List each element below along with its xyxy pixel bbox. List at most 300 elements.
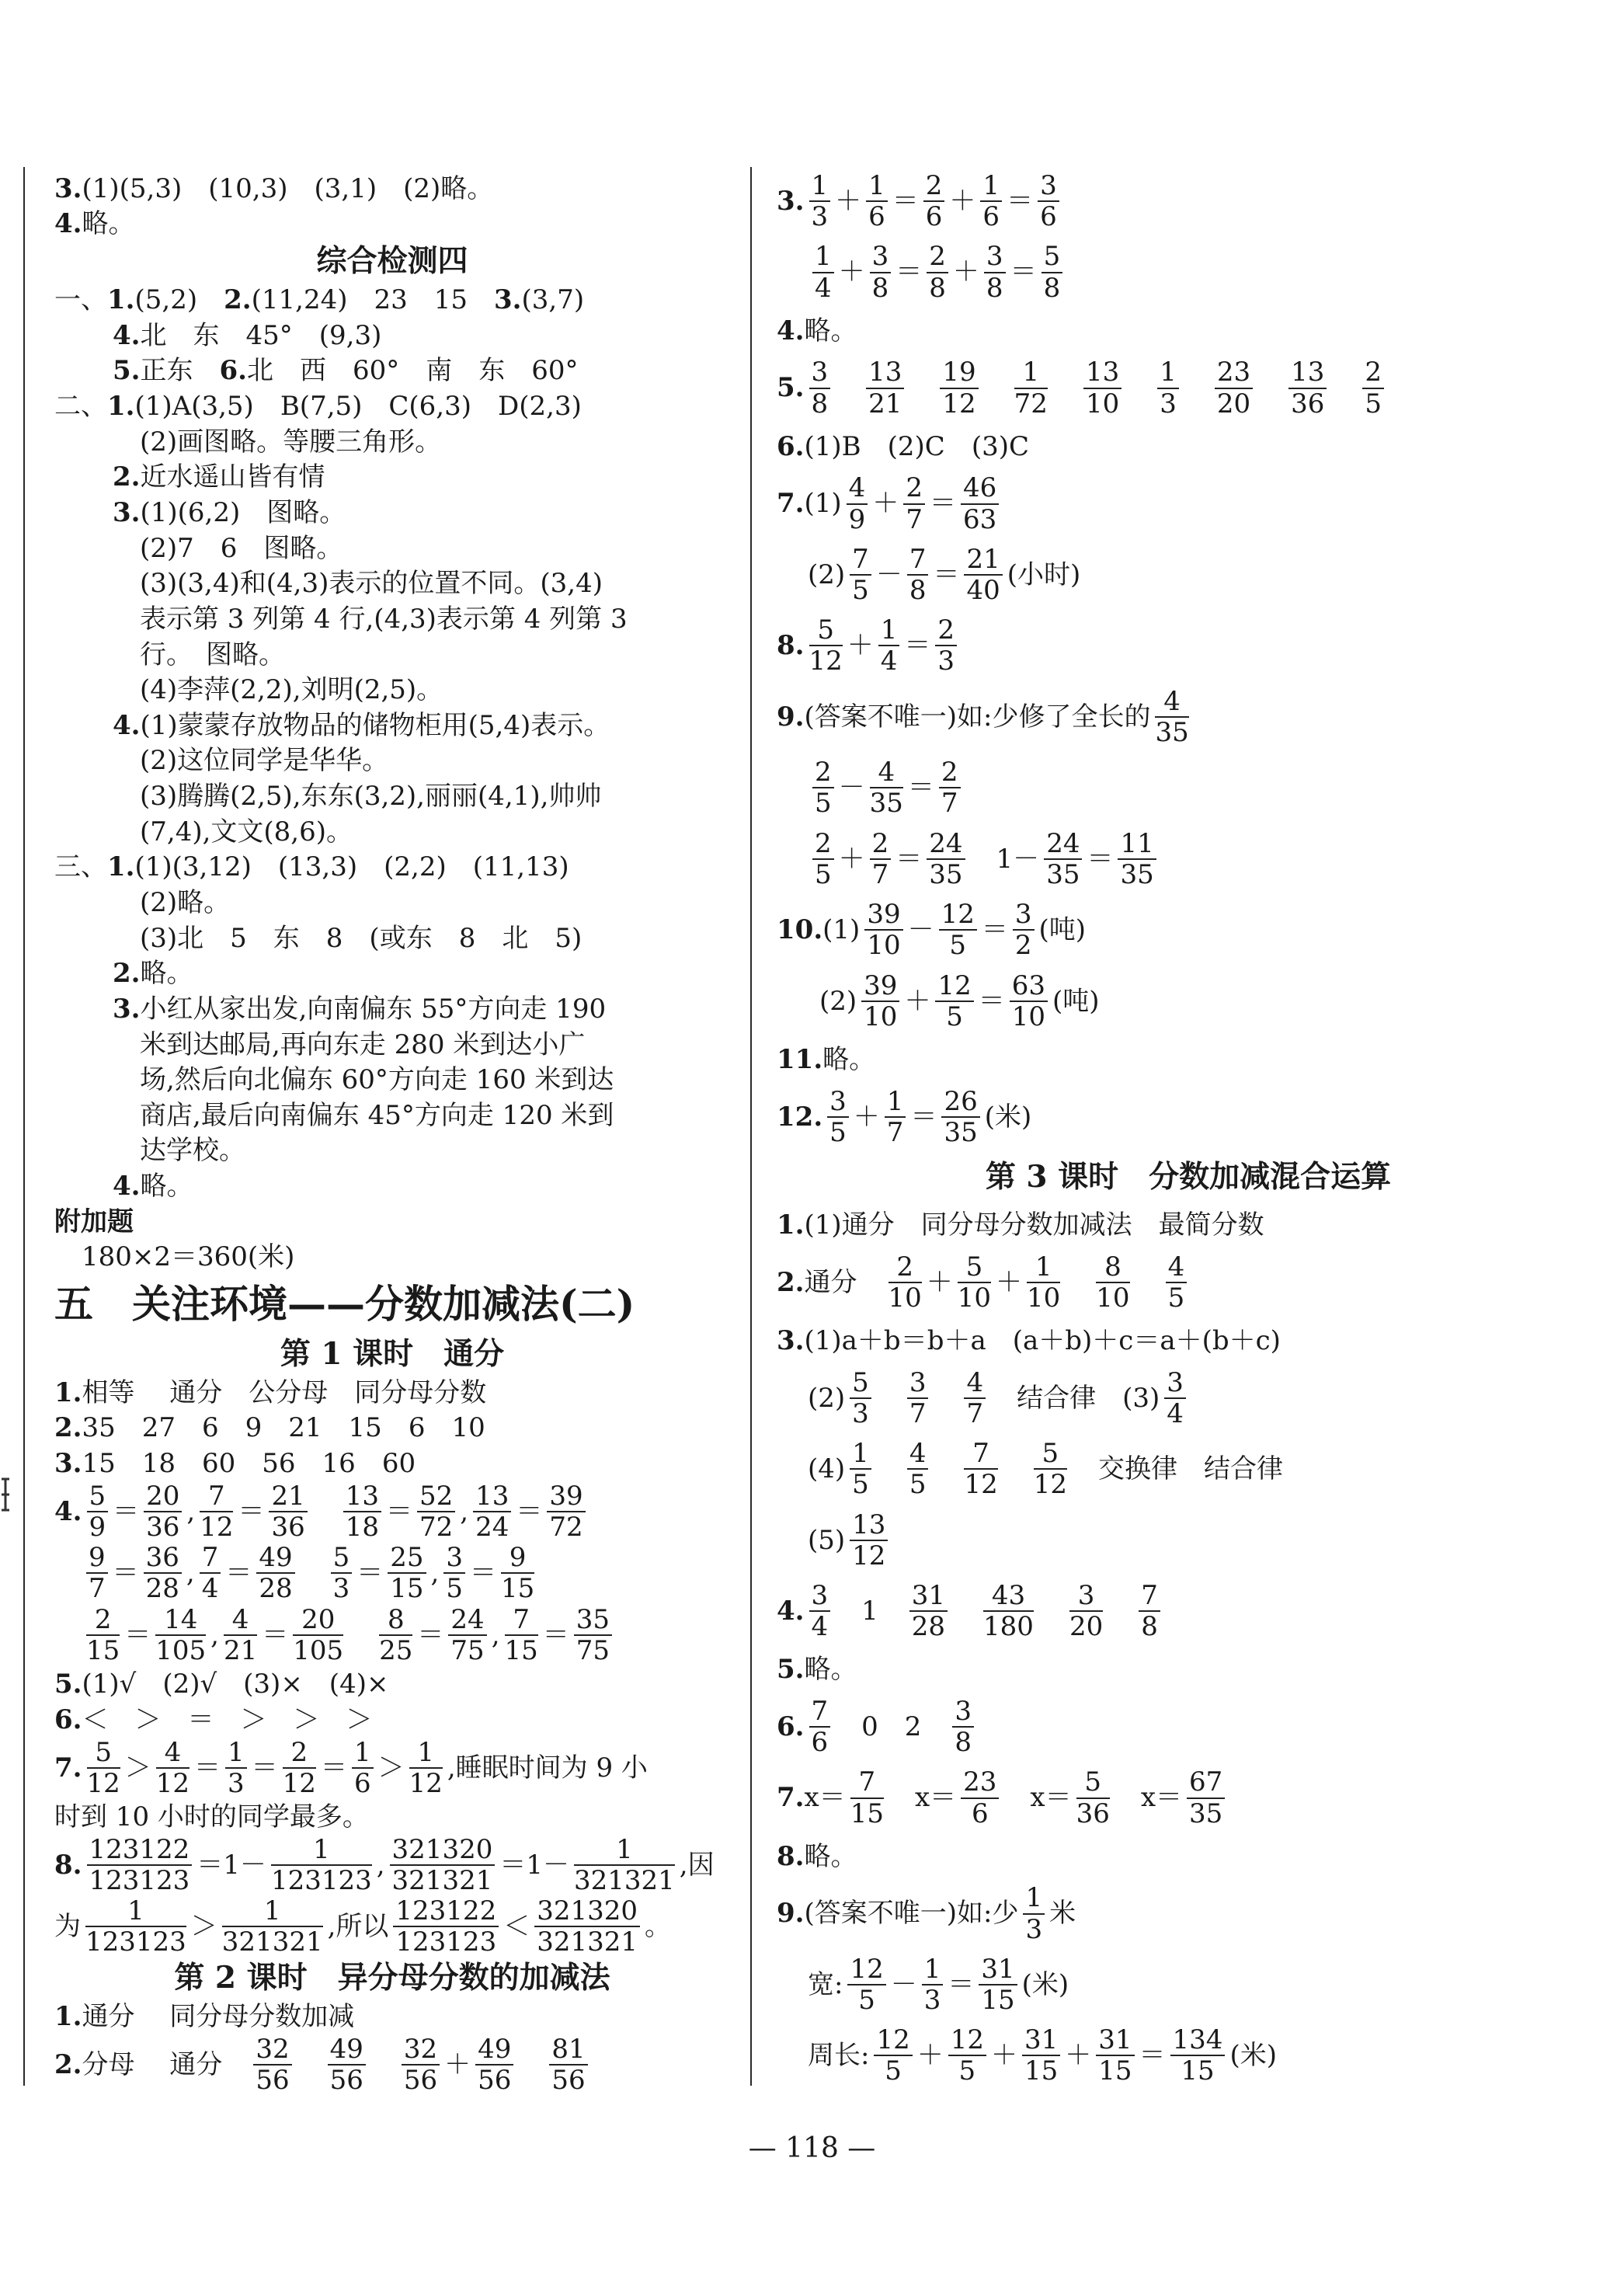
numerator: 24 bbox=[448, 1605, 486, 1636]
denominator: 5 bbox=[1167, 1282, 1185, 1314]
numerator: 2 bbox=[889, 1252, 922, 1283]
answer-text: (1)通分 同分母分数加减法 最简分数 bbox=[804, 1209, 1264, 1241]
numerator: 26 bbox=[941, 1087, 979, 1118]
fraction bbox=[885, 1087, 906, 1147]
answer-text: ＋ bbox=[952, 256, 979, 288]
item-number: 5. bbox=[777, 1654, 805, 1686]
answer-line bbox=[777, 242, 1600, 302]
answer-text: (2) bbox=[808, 559, 846, 590]
numerator: 13 bbox=[343, 1481, 381, 1512]
fraction bbox=[85, 1896, 186, 1957]
denominator: 5 bbox=[446, 1573, 463, 1605]
answer-text: ＝ bbox=[113, 1495, 140, 1527]
answer-text: ＋ bbox=[444, 2048, 471, 2080]
answer-line bbox=[777, 313, 1600, 347]
fraction bbox=[1096, 2025, 1134, 2086]
answer-text: ＝ bbox=[1007, 185, 1034, 217]
fraction bbox=[952, 1697, 974, 1757]
answer-text: ＋ bbox=[838, 256, 865, 288]
answer-text: ＝ bbox=[417, 1619, 444, 1651]
answer-text: (2) bbox=[819, 985, 857, 1017]
fraction bbox=[866, 171, 888, 231]
answer-text: 180×2＝360(米) bbox=[82, 1241, 295, 1273]
answer-text bbox=[1126, 371, 1153, 405]
answer-text: (1)a＋b＝b＋a (a＋b)＋c＝a＋(b＋c) bbox=[804, 1324, 1281, 1356]
denominator: 21 bbox=[868, 388, 902, 419]
item-number: 4. bbox=[113, 319, 141, 351]
numerator: 13 bbox=[1288, 357, 1327, 388]
numerator: 14 bbox=[155, 1605, 206, 1636]
answer-text: (吨) bbox=[1038, 914, 1087, 946]
numerator: 7 bbox=[964, 1439, 997, 1470]
numerator: 3 bbox=[1038, 171, 1059, 202]
numerator: 31 bbox=[1022, 2025, 1060, 2056]
fraction bbox=[847, 1954, 885, 2015]
answer-text: (2)画图略。等腰三角形。 bbox=[140, 426, 442, 458]
numerator: 4 bbox=[964, 1368, 986, 1399]
answer-line bbox=[777, 1651, 1600, 1686]
answer-text bbox=[348, 1618, 374, 1652]
denominator: 7 bbox=[886, 1116, 904, 1148]
fraction bbox=[473, 1481, 511, 1542]
answer-line bbox=[777, 1087, 1600, 1147]
answer-text: (3)腾腾(2,5),东东(3,2),丽丽(4,1),帅帅 bbox=[140, 781, 602, 813]
numerator: 3 bbox=[1164, 1368, 1186, 1399]
answer-text: 为 bbox=[54, 1911, 81, 1943]
fraction bbox=[417, 1481, 455, 1542]
numerator: 5 bbox=[809, 615, 843, 646]
denominator: 6 bbox=[925, 201, 943, 233]
fraction bbox=[87, 1835, 193, 1895]
numerator: 49 bbox=[328, 2034, 366, 2065]
item-number: 2. bbox=[54, 2048, 82, 2080]
numerator: 1 bbox=[809, 171, 831, 202]
denominator: 56 bbox=[478, 2064, 512, 2096]
numerator: 36 bbox=[144, 1543, 182, 1574]
answer-line bbox=[54, 991, 730, 1025]
fraction bbox=[1069, 1581, 1103, 1641]
fraction bbox=[935, 971, 973, 1032]
numerator: 3 bbox=[809, 357, 831, 388]
answer-text: , bbox=[491, 1619, 500, 1651]
fraction bbox=[1164, 1368, 1186, 1429]
answer-text: x＝ bbox=[888, 1782, 957, 1814]
denominator: 3 bbox=[923, 1984, 941, 2016]
denominator: 123123 bbox=[395, 1926, 497, 1958]
item-number: 3. bbox=[777, 185, 805, 217]
item-number: 4. bbox=[113, 709, 141, 741]
fraction bbox=[547, 1481, 585, 1542]
left-column bbox=[54, 171, 730, 2096]
denominator: 5 bbox=[815, 788, 832, 820]
answer-line bbox=[777, 1883, 1600, 1944]
answer-text bbox=[876, 1381, 902, 1415]
denominator: 180 bbox=[983, 1611, 1034, 1643]
answer-line bbox=[54, 672, 730, 706]
numerator: 43 bbox=[983, 1581, 1034, 1612]
answer-text: 近水遥山皆有情 bbox=[140, 461, 325, 493]
fraction bbox=[940, 357, 978, 418]
answer-text: ＝ bbox=[895, 843, 923, 875]
right-column bbox=[777, 171, 1600, 2097]
answer-text bbox=[312, 1495, 339, 1529]
answer-text: (7,4),文文(8,6)。 bbox=[140, 816, 353, 847]
answer-line bbox=[54, 921, 730, 955]
fraction bbox=[922, 1954, 944, 2015]
fraction bbox=[534, 1896, 640, 1957]
numerator: 7 bbox=[1139, 1581, 1160, 1612]
numerator: 2 bbox=[935, 615, 957, 646]
denominator: 10 bbox=[957, 1282, 992, 1314]
answer-text: 1 bbox=[835, 1595, 905, 1627]
denominator: 35 bbox=[1046, 858, 1080, 890]
numerator: 7 bbox=[200, 1481, 233, 1512]
numerator: 2 bbox=[923, 171, 945, 202]
answer-text: ＝ bbox=[225, 1557, 252, 1589]
answer-text bbox=[1135, 1265, 1161, 1300]
denominator: 7 bbox=[89, 1573, 106, 1605]
fraction bbox=[1022, 2025, 1060, 2086]
answer-text: 表示第 3 列第 4 行,(4,3)表示第 4 列第 3 bbox=[140, 603, 628, 635]
fraction bbox=[1187, 1767, 1225, 1828]
fraction bbox=[907, 1368, 929, 1429]
answer-text: ＋ bbox=[838, 843, 865, 875]
answer-text bbox=[983, 371, 1010, 405]
answer-text: (米) bbox=[984, 1101, 1032, 1133]
fraction bbox=[809, 615, 843, 676]
item-number: 4. bbox=[777, 315, 805, 346]
item-number: 2. bbox=[224, 284, 252, 316]
fraction bbox=[983, 1581, 1034, 1641]
answer-text: , bbox=[460, 1495, 469, 1527]
answer-text: － bbox=[907, 914, 934, 946]
numerator: 2 bbox=[870, 829, 892, 860]
denominator: 8 bbox=[986, 272, 1003, 304]
denominator: 15 bbox=[981, 1984, 1015, 2016]
denominator: 3 bbox=[811, 201, 829, 233]
fraction bbox=[861, 971, 899, 1032]
denominator: 75 bbox=[450, 1634, 485, 1666]
fraction bbox=[850, 1439, 871, 1499]
answer-line bbox=[777, 473, 1600, 534]
denominator: 24 bbox=[475, 1511, 509, 1543]
answer-text bbox=[1108, 1594, 1134, 1628]
answer-line bbox=[777, 1252, 1600, 1313]
fraction bbox=[390, 1835, 496, 1895]
item-number: 1. bbox=[54, 1376, 82, 1408]
denominator: 15 bbox=[504, 1634, 538, 1666]
denominator: 12 bbox=[809, 646, 843, 677]
item-number: 4. bbox=[54, 208, 82, 240]
denominator: 15 bbox=[1181, 2055, 1215, 2087]
answer-line bbox=[777, 687, 1600, 747]
numerator: 20 bbox=[144, 1481, 182, 1512]
answer-text: ＝ bbox=[320, 1752, 347, 1784]
fraction bbox=[388, 1543, 426, 1603]
fraction bbox=[225, 1738, 247, 1798]
fraction bbox=[87, 1481, 109, 1542]
denominator: 25 bbox=[379, 1634, 413, 1666]
fraction bbox=[964, 1439, 997, 1499]
item-number: 3. bbox=[113, 993, 141, 1025]
denominator: 6 bbox=[982, 201, 1000, 233]
answer-text: (小时) bbox=[1007, 559, 1081, 590]
numerator: 3 bbox=[809, 1581, 831, 1612]
numerator: 19 bbox=[940, 357, 978, 388]
fraction bbox=[144, 1543, 182, 1603]
answer-text: ,因 bbox=[679, 1849, 715, 1881]
answer-text: ＞ bbox=[377, 1752, 405, 1784]
numerator: 1 bbox=[1023, 1883, 1045, 1914]
numerator: 7 bbox=[200, 1543, 221, 1574]
answer-text: ＋ bbox=[1065, 2040, 1092, 2072]
answer-text bbox=[1052, 371, 1079, 405]
item-number: 11. bbox=[777, 1043, 823, 1075]
answer-line bbox=[54, 171, 730, 205]
denominator: 7 bbox=[906, 503, 923, 535]
answer-text: , bbox=[430, 1557, 440, 1589]
denominator: 12 bbox=[852, 1540, 886, 1571]
denominator: 20 bbox=[1069, 1611, 1104, 1643]
item-number: 10. bbox=[777, 914, 823, 946]
answer-line bbox=[54, 460, 730, 494]
item-number: 3. bbox=[54, 1447, 82, 1479]
fraction bbox=[812, 829, 834, 889]
answer-text: 相等 通分 公分母 同分母分数 bbox=[82, 1376, 487, 1408]
numerator: 32 bbox=[402, 2034, 440, 2065]
fraction bbox=[1170, 2025, 1226, 2086]
denominator: 5 bbox=[858, 1984, 875, 2016]
answer-line bbox=[777, 429, 1600, 463]
answer-line bbox=[54, 1168, 730, 1202]
answer-text: ＝ bbox=[948, 1968, 975, 2000]
denominator: 10 bbox=[867, 930, 901, 962]
answer-text: 场,然后向北偏东 60°方向走 160 米到达 bbox=[140, 1064, 614, 1096]
denominator: 9 bbox=[89, 1511, 106, 1543]
fraction bbox=[1042, 242, 1063, 302]
denominator: 123123 bbox=[89, 1864, 190, 1896]
denominator: 5 bbox=[852, 1469, 869, 1501]
fraction bbox=[907, 1439, 929, 1499]
answer-line bbox=[777, 757, 1600, 818]
fraction bbox=[827, 1087, 849, 1147]
fraction bbox=[870, 757, 903, 818]
answer-text bbox=[370, 2048, 397, 2082]
answer-line bbox=[54, 743, 730, 778]
answer-line bbox=[54, 495, 730, 529]
answer-line bbox=[777, 615, 1600, 676]
numerator: 24 bbox=[1044, 829, 1082, 860]
numerator: 8 bbox=[1096, 1252, 1129, 1283]
fraction bbox=[144, 1481, 182, 1542]
numerator: 31 bbox=[1096, 2025, 1134, 2056]
answer-text: (1)(6,2) 图略。 bbox=[140, 496, 346, 528]
denominator: 28 bbox=[259, 1573, 293, 1605]
answer-text: 米到达邮局,再向东走 280 米到达小广 bbox=[140, 1028, 586, 1060]
answer-text bbox=[1331, 371, 1358, 405]
denominator: 12 bbox=[282, 1767, 316, 1799]
answer-text: 略。 bbox=[804, 1654, 857, 1686]
answer-text bbox=[1184, 371, 1210, 405]
answer-line bbox=[777, 171, 1600, 231]
answer-text: ＝ bbox=[251, 1752, 278, 1784]
answer-line bbox=[54, 1835, 730, 1895]
denominator: 36 bbox=[146, 1511, 180, 1543]
numerator: 1 bbox=[1027, 1252, 1060, 1283]
fraction bbox=[1023, 1883, 1045, 1944]
fraction bbox=[448, 1605, 486, 1665]
answer-text: ＝ bbox=[386, 1495, 413, 1527]
answer-text: ＜ ＞ ＝ ＞ ＞ ＞ bbox=[82, 1704, 373, 1735]
numerator: 7 bbox=[850, 1767, 884, 1798]
fraction bbox=[443, 1543, 465, 1603]
denominator: 15 bbox=[390, 1573, 424, 1605]
denominator: 3 bbox=[1025, 1913, 1043, 1945]
answer-text: ＝1－ bbox=[196, 1849, 266, 1881]
answer-text: 通分 bbox=[804, 1266, 884, 1298]
numerator: 12 bbox=[847, 1954, 885, 1985]
denominator: 10 bbox=[888, 1282, 922, 1314]
numerator: 4 bbox=[224, 1605, 257, 1636]
numerator: 67 bbox=[1187, 1767, 1225, 1798]
fraction bbox=[549, 2034, 587, 2095]
denominator: 15 bbox=[1024, 2055, 1059, 2087]
answer-text: － bbox=[875, 559, 902, 590]
numerator: 123122 bbox=[87, 1835, 193, 1866]
fraction bbox=[809, 357, 831, 418]
fraction bbox=[1034, 1439, 1067, 1499]
denominator: 12 bbox=[942, 388, 976, 419]
denominator: 10 bbox=[1027, 1282, 1061, 1314]
fraction bbox=[409, 1738, 443, 1798]
answer-line bbox=[777, 1697, 1600, 1757]
numerator: 3 bbox=[1069, 1581, 1103, 1612]
fraction bbox=[850, 1368, 871, 1429]
denominator: 15 bbox=[86, 1634, 120, 1666]
numerator: 39 bbox=[864, 900, 902, 931]
answer-line bbox=[777, 1581, 1600, 1641]
numerator: 12 bbox=[874, 2025, 912, 2056]
denominator: 56 bbox=[403, 2064, 438, 2096]
answer-text: ＝ bbox=[262, 1619, 289, 1651]
fraction bbox=[1010, 971, 1048, 1032]
answer-text: 略。 bbox=[82, 208, 135, 240]
answer-line bbox=[777, 1439, 1600, 1499]
answer-line bbox=[54, 1027, 730, 1061]
item-number: 3. bbox=[113, 496, 141, 528]
answer-line bbox=[777, 1323, 1600, 1357]
fraction bbox=[200, 1481, 233, 1542]
item-number: 7. bbox=[777, 1782, 805, 1814]
numerator: 1 bbox=[352, 1738, 374, 1769]
item-number: 5. bbox=[113, 355, 141, 387]
numerator: 31 bbox=[909, 1581, 948, 1612]
denominator: 5 bbox=[829, 1116, 847, 1148]
answer-text: ＋ bbox=[996, 1266, 1023, 1298]
numerator: 2 bbox=[1362, 357, 1384, 388]
answer-line bbox=[54, 1896, 730, 1957]
denominator: 105 bbox=[155, 1634, 207, 1666]
fraction bbox=[1096, 1252, 1129, 1313]
answer-text: (11,24) 23 15 bbox=[251, 284, 495, 316]
answer-line bbox=[54, 1481, 730, 1542]
denominator: 5 bbox=[909, 1469, 927, 1501]
answer-text: ＝ bbox=[978, 985, 1005, 1017]
denominator: 36 bbox=[1076, 1798, 1110, 1829]
answer-text: , bbox=[186, 1557, 195, 1589]
numerator: 9 bbox=[86, 1543, 108, 1574]
fraction bbox=[870, 829, 892, 889]
answer-line bbox=[54, 388, 730, 423]
answer-text: x＝ bbox=[804, 1782, 846, 1814]
denominator: 56 bbox=[256, 2064, 290, 2096]
denominator: 5 bbox=[1365, 388, 1382, 419]
denominator: 6 bbox=[971, 1798, 989, 1829]
answer-line bbox=[777, 1368, 1600, 1429]
numerator: 3 bbox=[827, 1087, 849, 1118]
answer-text: ＝ bbox=[892, 185, 919, 217]
answer-line bbox=[54, 207, 730, 241]
numerator: 123122 bbox=[393, 1896, 499, 1927]
answer-text: (1)B (2)C (3)C bbox=[804, 430, 1029, 462]
answer-text: 分母 通分 bbox=[82, 2048, 249, 2080]
answer-text: 略。 bbox=[804, 1840, 857, 1872]
item-number: 5. bbox=[54, 1669, 82, 1700]
answer-text bbox=[1038, 1594, 1065, 1628]
denominator: 5 bbox=[946, 1001, 963, 1032]
denominator: 7 bbox=[941, 788, 958, 820]
denominator: 321321 bbox=[573, 1864, 675, 1896]
fraction bbox=[812, 242, 834, 302]
answer-line bbox=[54, 778, 730, 813]
fraction bbox=[1014, 357, 1048, 418]
item-number: 2. bbox=[777, 1266, 805, 1298]
answer-text: ＞ bbox=[124, 1752, 151, 1784]
numerator: 35 bbox=[574, 1605, 612, 1636]
answer-text: ＝ bbox=[1139, 2040, 1166, 2072]
fraction bbox=[909, 1581, 948, 1641]
answer-line bbox=[54, 1133, 730, 1168]
answer-text: (2)略。 bbox=[140, 887, 231, 918]
denominator: 15 bbox=[1098, 2055, 1132, 2087]
denominator: 6 bbox=[1040, 201, 1057, 233]
denominator: 2 bbox=[1014, 930, 1032, 962]
denominator: 5 bbox=[815, 858, 832, 890]
numerator: 1 bbox=[922, 1954, 944, 1985]
answer-text: 时到 10 小时的同学最多。 bbox=[54, 1801, 369, 1832]
fraction bbox=[948, 2025, 986, 2086]
answer-text: ＝ bbox=[194, 1752, 221, 1784]
answer-line bbox=[54, 1605, 730, 1665]
numerator: 5 bbox=[850, 1368, 871, 1399]
answer-text: 。 bbox=[645, 1911, 671, 1943]
answer-text: 一、 bbox=[54, 284, 107, 316]
item-number: 8. bbox=[777, 630, 805, 662]
fraction bbox=[271, 1835, 372, 1895]
numerator: 1 bbox=[812, 242, 834, 273]
answer-text: (答案不唯一)如:少 bbox=[804, 1898, 1019, 1930]
answer-text: 二、 bbox=[54, 391, 107, 423]
denominator: 8 bbox=[955, 1727, 972, 1759]
answer-text bbox=[1003, 1452, 1029, 1486]
numerator: 12 bbox=[935, 971, 973, 1002]
binding-margin-mark bbox=[0, 1476, 11, 1513]
answer-line bbox=[54, 885, 730, 919]
answer-text: (2) bbox=[808, 1382, 846, 1414]
answer-text: (米) bbox=[1229, 2040, 1277, 2072]
answer-text: ＝ bbox=[981, 914, 1008, 946]
answer-text: 通分 同分母分数加减 bbox=[82, 2000, 355, 2032]
